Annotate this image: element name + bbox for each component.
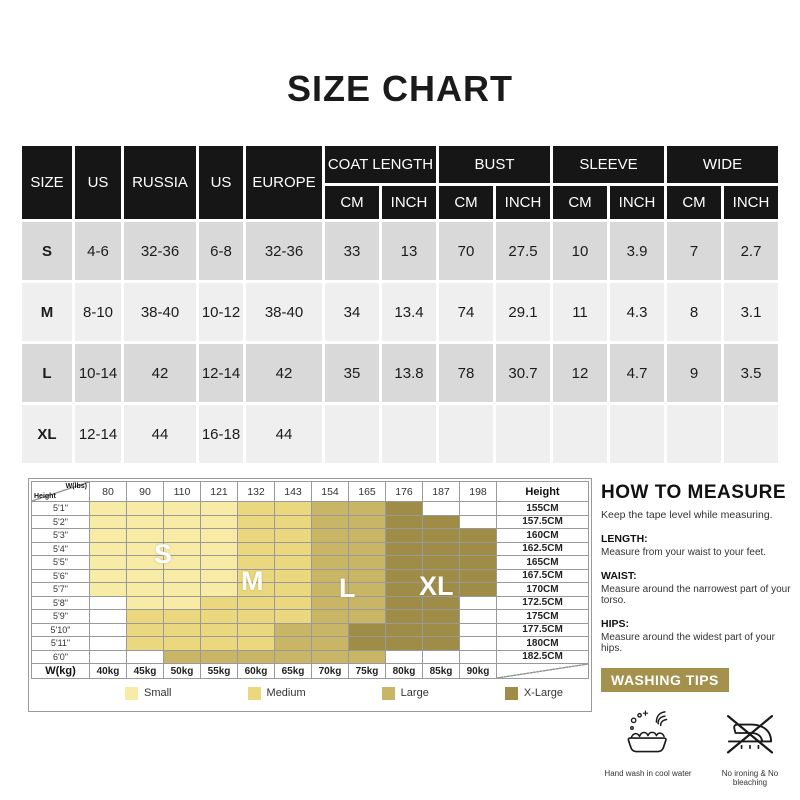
zone-cell-m [275,516,312,530]
weight-lbs-header: 154 [312,482,349,502]
zone-cell-xl [386,624,423,638]
size-table-subheader: INCH [610,186,664,219]
no-iron-caption: No ironing & No bleaching [721,769,779,787]
size-table-cell: 13.8 [382,344,436,402]
zone-cell-m [238,637,275,651]
zone-cell-xl [460,543,497,557]
zone-cell-xl [386,583,423,597]
zone-cell-m [275,570,312,584]
size-table-cell [325,405,379,463]
zone-cell-m [201,637,238,651]
zone-cell-xl [423,529,460,543]
legend-swatch-l [382,687,395,700]
size-table-cell: 30.7 [496,344,550,402]
weight-lbs-header: 165 [349,482,386,502]
size-table-subheader: CM [325,186,379,219]
size-table-cell: 32-36 [246,222,322,280]
size-table-cell [667,405,721,463]
height-cm-label: 155CM [497,502,589,516]
height-cm-label: 162.5CM [497,543,589,557]
size-table-cell: 10-12 [199,283,243,341]
how-to-measure-section [601,482,797,787]
zone-cell-empty [423,502,460,516]
weight-kg-row-label: W(kg) [32,664,90,679]
zone-cell-s [201,556,238,570]
zone-cell-s [127,570,164,584]
zone-cell-m [275,543,312,557]
zone-cell-empty [460,610,497,624]
height-weight-chart [28,478,592,712]
size-table-cell: 38-40 [246,283,322,341]
weight-kg-label: 65kg [275,664,312,679]
height-cm-label: 172.5CM [497,597,589,611]
zone-cell-xl [386,529,423,543]
size-table-subheader: INCH [724,186,778,219]
zone-cell-m [238,624,275,638]
zone-cell-empty [386,651,423,665]
zone-cell-s [201,502,238,516]
zone-cell-l [349,556,386,570]
size-row-label: XL [22,405,72,463]
size-table-cell: 3.1 [724,283,778,341]
zone-cell-s [90,556,127,570]
height-cm-label: 182.5CM [497,651,589,665]
zone-cell-empty [460,651,497,665]
size-table-cell [610,405,664,463]
zone-cell-xl [386,610,423,624]
size-table-cell: 38-40 [124,283,196,341]
height-ft-label: 5'6" [32,570,90,584]
height-ft-label: 5'2" [32,516,90,530]
no-iron-item [705,706,795,787]
size-table-cell: 7 [667,222,721,280]
size-table-cell: 70 [439,222,493,280]
zone-cell-xl [386,570,423,584]
zone-cell-s [201,543,238,557]
size-row-label: M [22,283,72,341]
legend-item [382,687,429,700]
zone-cell-l [349,516,386,530]
weight-kg-label: 90kg [460,664,497,679]
zone-cell-s [164,570,201,584]
zone-cell-l [312,543,349,557]
zone-cell-l [201,651,238,665]
zone-cell-l [349,502,386,516]
zone-cell-xl [423,637,460,651]
size-table-header: SIZE [22,146,72,219]
washing-tips-badge: WASHING TIPS [601,668,729,692]
zone-cell-l [312,651,349,665]
zone-cell-empty [90,637,127,651]
zone-cell-s [201,529,238,543]
size-table-cell: 78 [439,344,493,402]
size-table-cell: 35 [325,344,379,402]
measure-subtitle: Keep the tape level while measuring. [601,509,773,521]
height-ft-label: 5'10" [32,624,90,638]
zone-cell-s [164,583,201,597]
zone-cell-m [275,597,312,611]
height-cm-label: 170CM [497,583,589,597]
size-table-cell: 4.7 [610,344,664,402]
height-ft-label: 5'7" [32,583,90,597]
size-table-cell: 10 [553,222,607,280]
zone-cell-xl [386,556,423,570]
zone-cell-l [349,529,386,543]
size-table-cell: 11 [553,283,607,341]
zone-cell-xl [349,624,386,638]
size-table-cell: 44 [124,405,196,463]
zone-cell-l [164,651,201,665]
zone-cell-l [275,651,312,665]
zone-cell-m [201,610,238,624]
zone-cell-s [201,583,238,597]
zone-cell-s [90,570,127,584]
height-ft-label: 5'11" [32,637,90,651]
legend-item [125,687,172,700]
size-table-cell [553,405,607,463]
weight-kg-label: 60kg [238,664,275,679]
zone-letter-s: S [154,539,173,569]
zone-cell-empty [460,516,497,530]
zone-cell-xl [423,556,460,570]
weight-lbs-header: 187 [423,482,460,502]
measure-item-label: WAIST: [601,570,637,582]
zone-cell-xl [460,529,497,543]
size-row-label: L [22,344,72,402]
zone-cell-l [349,610,386,624]
zone-cell-empty [90,624,127,638]
size-table-header: US [199,146,243,219]
size-table-cell [439,405,493,463]
hand-wash-item [603,706,693,787]
size-table-cell: 42 [246,344,322,402]
measure-item-label: LENGTH: [601,533,648,545]
zone-cell-s [90,529,127,543]
height-ft-label: 6'0" [32,651,90,665]
legend-item [505,687,563,700]
zone-letter-xl: XL [419,571,454,601]
weight-kg-label: 50kg [164,664,201,679]
size-table-header: SLEEVE [553,146,664,183]
hw-corner-cell: W(lbs) Height [32,482,90,502]
size-row-label: S [22,222,72,280]
legend-label: Large [400,687,429,699]
zone-cell-empty [460,624,497,638]
measure-item [601,533,797,558]
measure-item [601,570,797,606]
measure-items [601,533,797,654]
zone-cell-l [275,624,312,638]
size-table-subheader: CM [439,186,493,219]
zone-cell-s [127,502,164,516]
zone-cell-m [127,637,164,651]
zone-cell-empty [460,637,497,651]
height-cm-label: 157.5CM [497,516,589,530]
height-cm-label: 160CM [497,529,589,543]
size-table-cell: 16-18 [199,405,243,463]
size-table-cell [382,405,436,463]
height-ft-label: 5'8" [32,597,90,611]
size-table-cell: 33 [325,222,379,280]
height-ft-label: 5'3" [32,529,90,543]
size-table-cell: 2.7 [724,222,778,280]
size-table-header: WIDE [667,146,778,183]
hand-wash-icon [621,706,675,760]
zone-cell-m [275,556,312,570]
size-table-cell [496,405,550,463]
zone-cell-empty [90,597,127,611]
zone-cell-xl [349,637,386,651]
weight-lbs-header: 110 [164,482,201,502]
size-table-cell: 27.5 [496,222,550,280]
legend-swatch-s [125,687,138,700]
zone-cell-s [127,597,164,611]
zone-cell-xl [423,610,460,624]
hw-corner-bottom-cell [497,664,589,679]
height-cm-label: 167.5CM [497,570,589,584]
size-table-cell: 32-36 [124,222,196,280]
zone-cell-m [238,529,275,543]
zone-cell-l [312,610,349,624]
weight-lbs-header: 198 [460,482,497,502]
zone-cell-s [164,516,201,530]
zone-cell-l [312,516,349,530]
size-table-cell: 3.5 [724,344,778,402]
weight-kg-label: 75kg [349,664,386,679]
measure-item-label: HIPS: [601,618,630,630]
legend-swatch-xl [505,687,518,700]
washing-icons-row [601,706,797,787]
size-table-cell: 34 [325,283,379,341]
weight-lbs-header: 176 [386,482,423,502]
size-table-subheader: CM [667,186,721,219]
size-table-cell: 12-14 [199,344,243,402]
zone-cell-m [238,543,275,557]
size-table-header: BUST [439,146,550,183]
zone-cell-m [201,597,238,611]
zone-cell-l [312,637,349,651]
size-table-cell: 10-14 [75,344,121,402]
zone-cell-xl [423,624,460,638]
zone-cell-s [201,570,238,584]
measure-item-text: Measure around the narrowest part of your torso. [601,584,791,606]
size-legend [31,679,589,707]
size-table-cell: 74 [439,283,493,341]
zone-cell-l [275,637,312,651]
zone-cell-m [275,502,312,516]
zone-cell-empty [90,610,127,624]
zone-cell-m [164,610,201,624]
weight-lbs-header: 132 [238,482,275,502]
height-ft-label: 5'5" [32,556,90,570]
size-table-header: RUSSIA [124,146,196,219]
zone-cell-s [127,583,164,597]
legend-label: Small [144,687,172,699]
zone-cell-s [90,516,127,530]
zone-cell-xl [423,543,460,557]
zone-cell-m [275,610,312,624]
size-table-subheader: INCH [382,186,436,219]
zone-cell-empty [90,651,127,665]
measure-item [601,618,797,654]
zone-cell-xl [386,516,423,530]
size-table-cell: 42 [124,344,196,402]
weight-kg-label: 80kg [386,664,423,679]
measure-item-text: Measure from your waist to your feet. [601,547,767,558]
weight-lbs-header: 143 [275,482,312,502]
zone-cell-m [201,624,238,638]
measure-title: HOW TO MEASURE [601,482,787,503]
zone-cell-xl [423,516,460,530]
zone-cell-m [127,610,164,624]
zone-cell-m [127,624,164,638]
zone-cell-xl [386,597,423,611]
zone-cell-m [164,637,201,651]
size-table-cell: 29.1 [496,283,550,341]
legend-item [248,687,306,700]
zone-cell-xl [460,570,497,584]
weight-kg-label: 70kg [312,664,349,679]
size-table-cell: 12 [553,344,607,402]
height-ft-label: 5'9" [32,610,90,624]
zone-cell-s [164,597,201,611]
size-table-cell: 8 [667,283,721,341]
size-table-subheader: INCH [496,186,550,219]
size-table-cell: 8-10 [75,283,121,341]
size-table-header: EUROPE [246,146,322,219]
zone-cell-s [90,543,127,557]
height-weight-grid [31,481,589,679]
zone-cell-s [201,516,238,530]
size-table-cell: 13 [382,222,436,280]
zone-cell-l [312,556,349,570]
size-table-cell: 4.3 [610,283,664,341]
zone-cell-empty [127,651,164,665]
page-title: SIZE CHART [287,68,513,109]
weight-lbs-header: 121 [201,482,238,502]
weight-lbs-header: 80 [90,482,127,502]
zone-cell-s [164,502,201,516]
hand-wash-caption: Hand wash in cool water [604,769,692,778]
zone-cell-l [238,651,275,665]
zone-cell-xl [386,502,423,516]
height-cm-label: 165CM [497,556,589,570]
size-table-cell: 9 [667,344,721,402]
size-table-header: US [75,146,121,219]
zone-cell-l [349,543,386,557]
weight-kg-label: 85kg [423,664,460,679]
zone-cell-xl [386,543,423,557]
weight-kg-label: 55kg [201,664,238,679]
size-table-cell: 12-14 [75,405,121,463]
size-table-cell: 4-6 [75,222,121,280]
size-table [22,146,778,463]
measure-item-text: Measure around the widest part of your hips. [601,632,775,654]
zone-cell-m [164,624,201,638]
legend-label: Medium [266,687,306,699]
size-table-cell: 13.4 [382,283,436,341]
zone-cell-s [127,516,164,530]
zone-cell-m [238,516,275,530]
zone-cell-l [312,529,349,543]
zone-cell-empty [460,597,497,611]
size-table-cell: 44 [246,405,322,463]
zone-letter-l: L [339,573,356,603]
zone-cell-m [275,529,312,543]
zone-cell-s [90,502,127,516]
zone-cell-empty [423,651,460,665]
height-cm-label: 175CM [497,610,589,624]
zone-cell-xl [460,556,497,570]
zone-cell-xl [460,583,497,597]
size-table-cell: 6-8 [199,222,243,280]
size-table-cell: 3.9 [610,222,664,280]
weight-kg-label: 40kg [90,664,127,679]
legend-swatch-m [248,687,261,700]
height-cm-label: 180CM [497,637,589,651]
size-table-header: COAT LENGTH [325,146,436,183]
zone-cell-m [238,597,275,611]
zone-cell-m [275,583,312,597]
size-table-cell [724,405,778,463]
height-ft-label: 5'4" [32,543,90,557]
zone-letter-m: M [241,566,264,596]
legend-label: X-Large [523,687,563,699]
no-iron-icon [723,706,777,760]
height-col-header: Height [497,482,589,502]
height-cm-label: 177.5CM [497,624,589,638]
zone-cell-m [238,610,275,624]
zone-cell-l [312,624,349,638]
height-weight-grid-wrap [31,481,589,679]
zone-cell-m [238,502,275,516]
zone-cell-l [312,502,349,516]
weight-kg-label: 45kg [127,664,164,679]
zone-cell-l [349,651,386,665]
zone-cell-empty [460,502,497,516]
zone-cell-s [90,583,127,597]
size-table-subheader: CM [553,186,607,219]
zone-cell-xl [386,637,423,651]
height-ft-label: 5'1" [32,502,90,516]
weight-lbs-header: 90 [127,482,164,502]
